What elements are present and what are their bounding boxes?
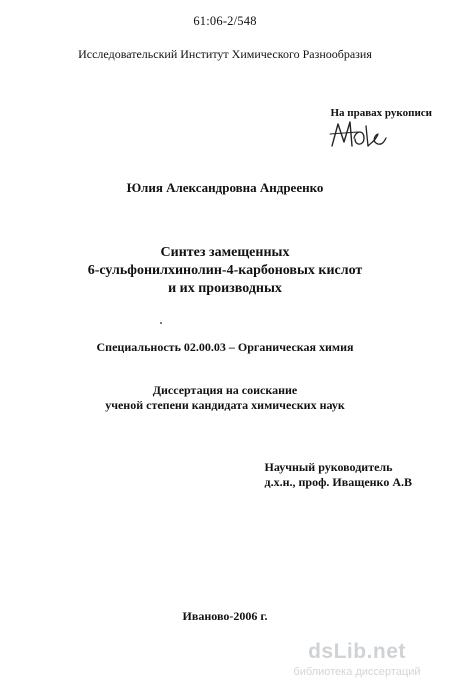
handwritten-signature-icon	[328, 116, 388, 156]
supervisor-line-1: Научный руководитель	[264, 460, 393, 474]
watermark-tagline: библиотека диссертаций	[293, 666, 421, 678]
rights-note: На правах рукописи	[330, 107, 432, 119]
author-name: Юлия Александровна Андреенко	[126, 180, 324, 195]
watermark	[272, 640, 442, 684]
dissertation-title	[0, 244, 450, 298]
title-line-2: 6-сульфонилхинолин-4-карбоновых кислот	[87, 263, 363, 278]
supervisor-block	[265, 460, 413, 490]
degree-line-2: ученой степени кандидата химических наук	[105, 398, 345, 412]
degree-statement	[0, 383, 450, 413]
title-line-1: Синтез замещенных	[160, 245, 290, 260]
watermark-site: dsLib.net	[308, 640, 406, 663]
specialty: Специальность 02.00.03 – Органическая химия	[96, 340, 354, 354]
title-line-3: и их производных	[168, 281, 282, 296]
stray-dot	[160, 322, 162, 324]
archive-code: 61:06-2/548	[193, 14, 257, 28]
city-year: Иваново-2006 г.	[182, 609, 268, 623]
supervisor-line-2: д.х.н., проф. Иващенко А.В	[264, 475, 412, 489]
institute-name: Исследовательский Институт Химического Разнообразия	[78, 47, 372, 61]
degree-line-1: Диссертация на соискание	[152, 383, 298, 397]
